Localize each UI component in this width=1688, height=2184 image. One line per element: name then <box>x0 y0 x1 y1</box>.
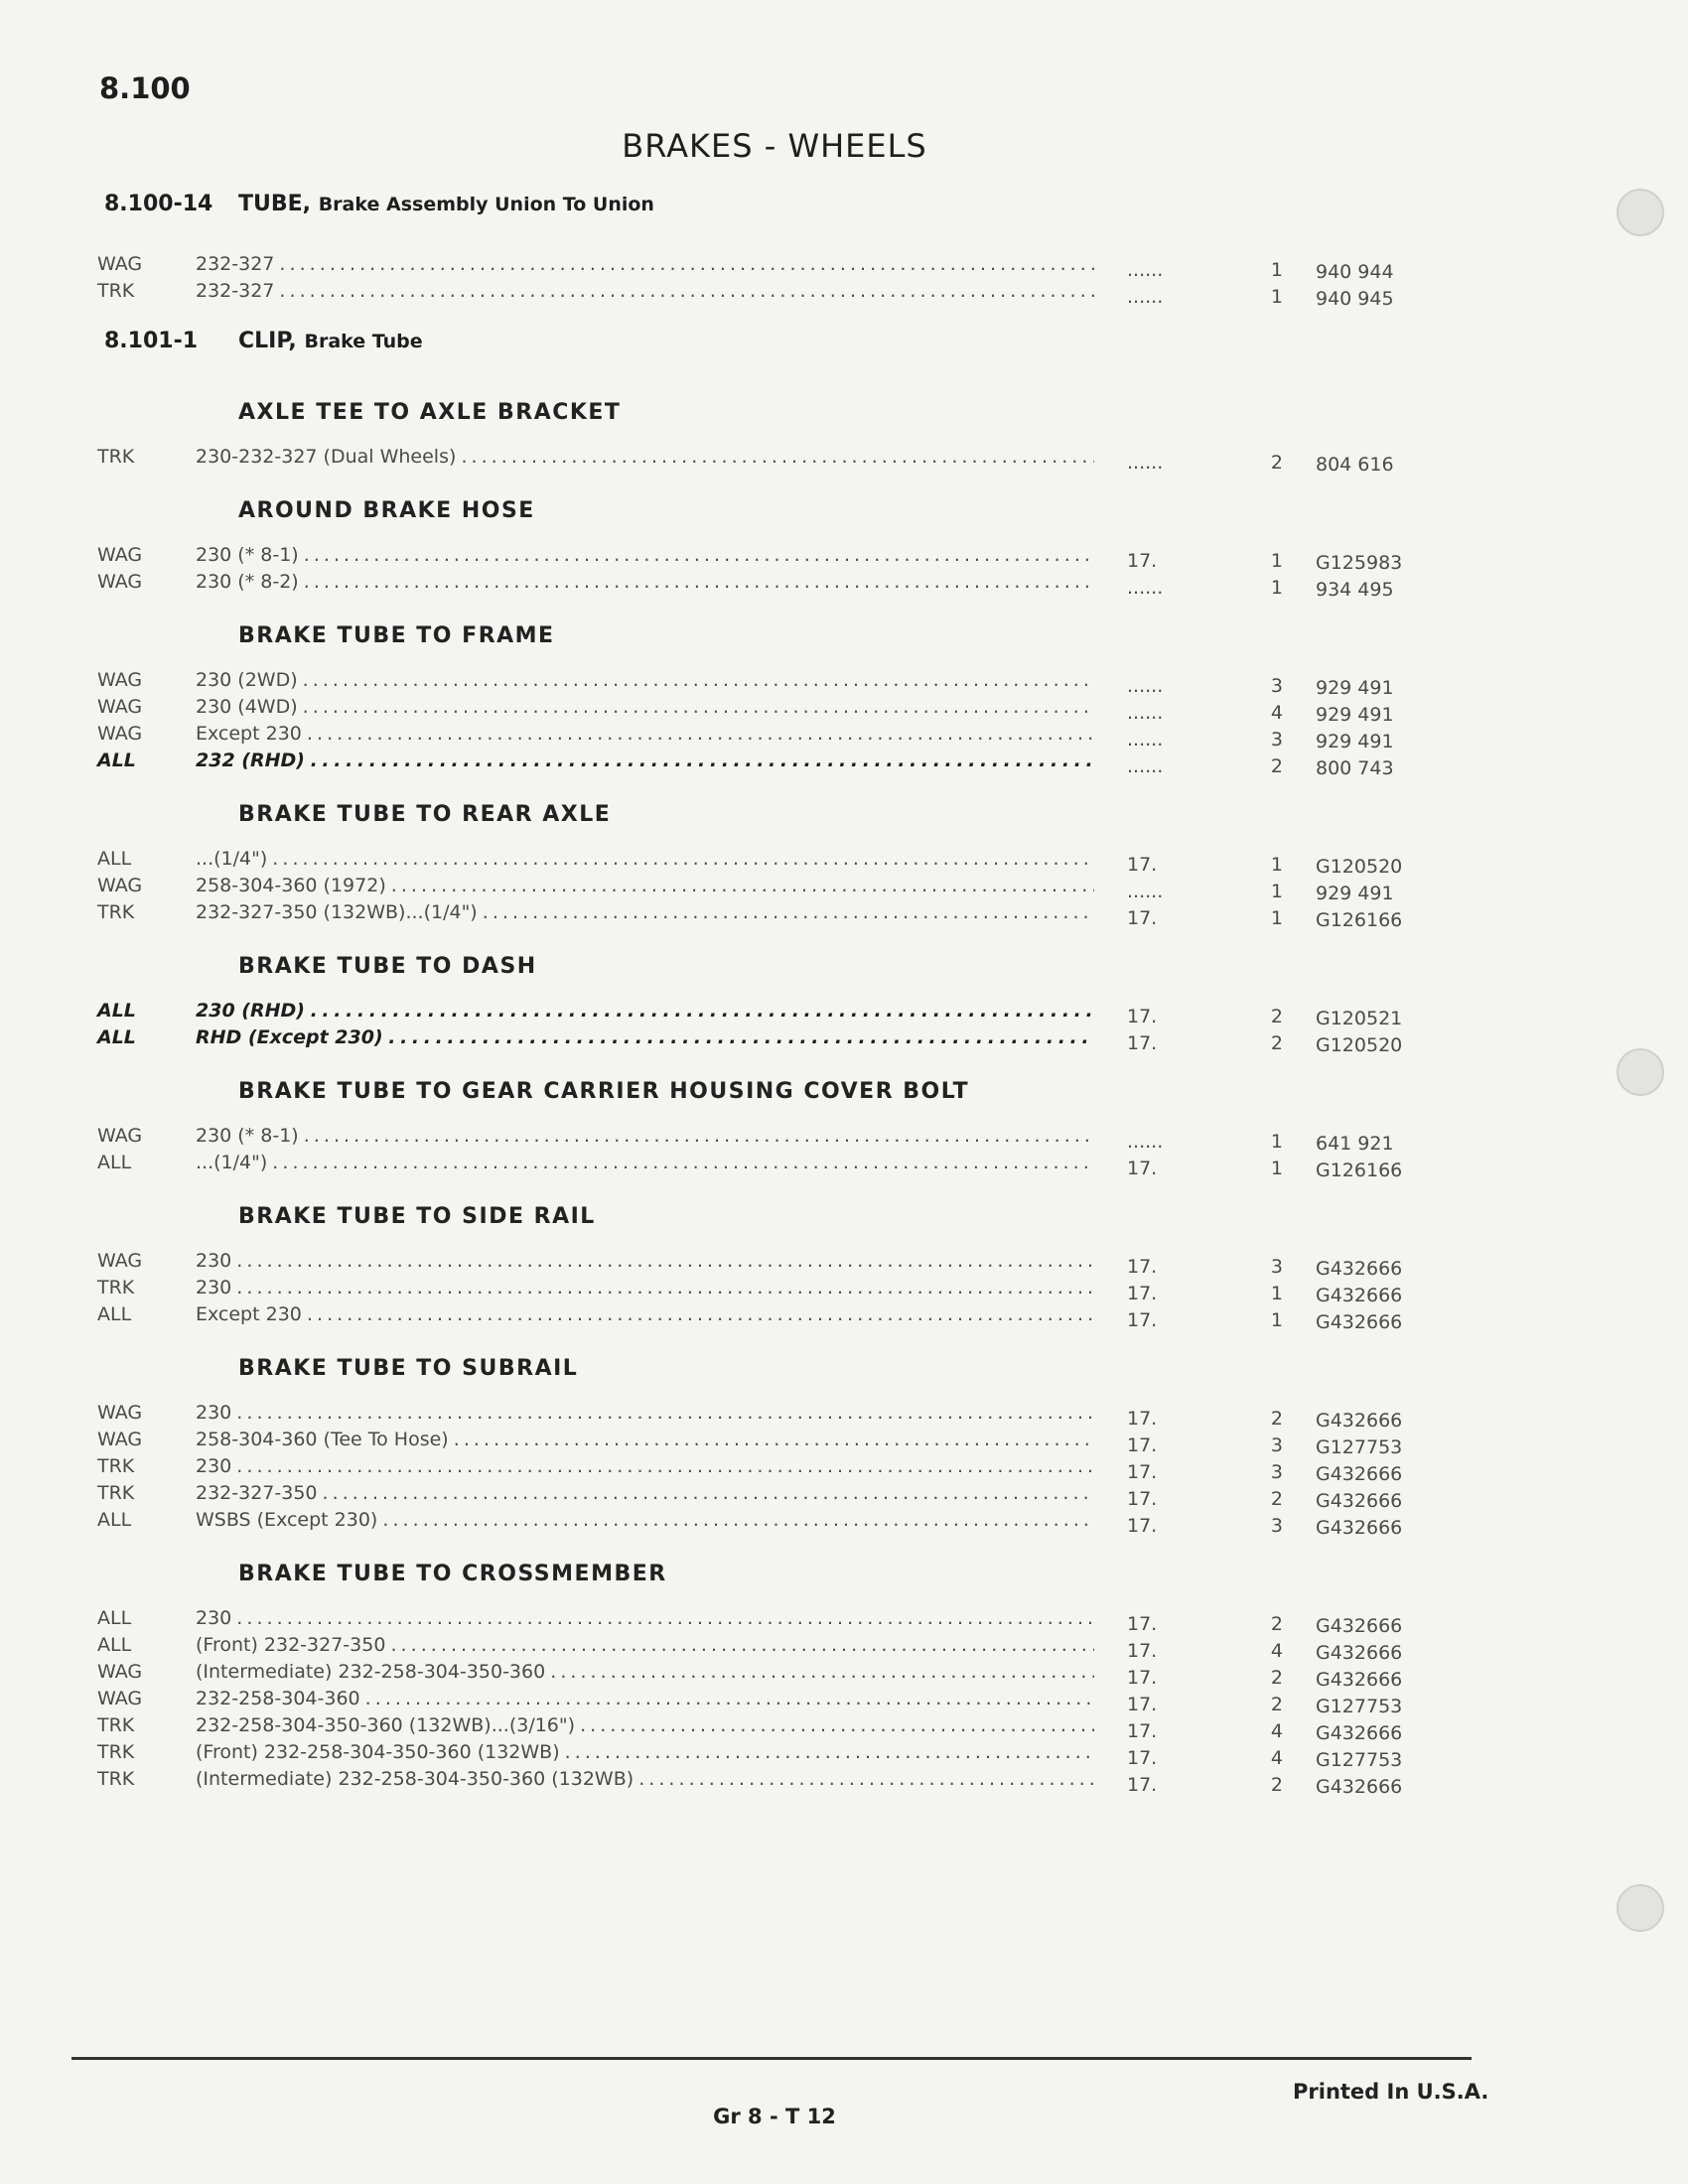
section-header <box>0 321 1549 388</box>
quantity: 1 <box>1270 286 1283 308</box>
part-number: G432666 <box>1316 1410 1403 1432</box>
catalog-ref: 17. <box>1127 1006 1158 1027</box>
part-row <box>0 1275 1549 1306</box>
part-row <box>0 542 1549 574</box>
description: ...(1/4") . . . <box>196 1152 1094 1173</box>
part-number: 940 944 <box>1316 261 1394 283</box>
applicability: WAG <box>97 669 143 691</box>
catalog-ref: ...... <box>1127 702 1164 724</box>
part-number: G125983 <box>1316 552 1403 574</box>
catalog-ref: ...... <box>1127 259 1164 281</box>
quantity: 2 <box>1270 1774 1283 1796</box>
group-heading <box>0 790 1549 846</box>
description: 230 (RHD) . . . <box>196 1000 1094 1022</box>
catalog-ref: 17. <box>1127 1613 1158 1635</box>
description: Except 230 . . . <box>196 1303 1094 1325</box>
description: 232-327 . . . <box>196 253 1094 275</box>
description: 230 (* 8-1) . . . <box>196 544 1094 566</box>
catalog-ref: 17. <box>1127 1256 1158 1278</box>
part-number: G127753 <box>1316 1436 1403 1458</box>
part-rows <box>0 846 1549 942</box>
group-heading <box>0 942 1549 998</box>
part-rows <box>0 667 1549 790</box>
part-number: G432666 <box>1316 1517 1403 1539</box>
applicability: WAG <box>97 696 143 718</box>
part-row <box>0 1605 1549 1637</box>
applicability: ALL <box>97 1607 132 1629</box>
part-number: 929 491 <box>1316 704 1394 726</box>
catalog-ref: ...... <box>1127 1131 1164 1153</box>
quantity: 3 <box>1270 1461 1283 1483</box>
catalog-ref: 17. <box>1127 1488 1158 1510</box>
quantity: 1 <box>1270 907 1283 929</box>
applicability: ALL <box>97 1026 136 1048</box>
quantity: 2 <box>1270 1408 1283 1430</box>
quantity: 2 <box>1270 755 1283 777</box>
section-title <box>238 329 423 353</box>
part-number: G126166 <box>1316 1160 1403 1181</box>
part-row <box>0 1766 1549 1798</box>
part-number: 641 921 <box>1316 1133 1394 1155</box>
part-row <box>0 1150 1549 1181</box>
catalog-ref: ...... <box>1127 729 1164 751</box>
section-title-main: CLIP, <box>238 329 297 353</box>
part-row <box>0 998 1549 1029</box>
part-number: G120521 <box>1316 1008 1403 1029</box>
part-number: G127753 <box>1316 1696 1403 1717</box>
description: 230 (2WD) . . . <box>196 669 1094 691</box>
section-title-main: TUBE, <box>238 192 312 216</box>
part-rows <box>0 542 1549 612</box>
part-number: G432666 <box>1316 1669 1403 1691</box>
part-rows <box>0 1400 1549 1550</box>
applicability: TRK <box>97 901 135 923</box>
catalog-ref: 17. <box>1127 1667 1158 1689</box>
group-heading-text: BRAKE TUBE TO GEAR CARRIER HOUSING COVER BOLT <box>238 1079 970 1104</box>
part-number: G432666 <box>1316 1615 1403 1637</box>
description: (Front) 232-258-304-350-360 (132WB) . . . <box>196 1741 1094 1763</box>
quantity: 1 <box>1270 854 1283 876</box>
applicability: TRK <box>97 446 135 468</box>
part-row <box>0 1507 1549 1539</box>
section-title <box>238 192 654 216</box>
catalog-ref: 17. <box>1127 1032 1158 1054</box>
part-number: 929 491 <box>1316 677 1394 699</box>
catalog-ref: ...... <box>1127 881 1164 902</box>
part-number: G432666 <box>1316 1463 1403 1485</box>
quantity: 4 <box>1270 702 1283 724</box>
quantity: 1 <box>1270 881 1283 902</box>
part-number: G432666 <box>1316 1490 1403 1512</box>
quantity: 2 <box>1270 1006 1283 1027</box>
quantity: 4 <box>1270 1640 1283 1662</box>
catalog-ref: ...... <box>1127 452 1164 474</box>
part-number: G120520 <box>1316 1034 1403 1056</box>
description: 232 (RHD) . . . <box>196 750 1094 771</box>
applicability: TRK <box>97 1277 135 1298</box>
part-row <box>0 748 1549 779</box>
applicability: TRK <box>97 1455 135 1477</box>
description: 232-327 . . . <box>196 280 1094 302</box>
catalog-ref: 17. <box>1127 1774 1158 1796</box>
catalog-ref: 17. <box>1127 1747 1158 1769</box>
description: RHD (Except 230) . . . <box>196 1026 1094 1048</box>
description: 230 . . . <box>196 1455 1094 1477</box>
group-heading-text: AROUND BRAKE HOSE <box>238 498 535 523</box>
quantity: 3 <box>1270 729 1283 751</box>
part-row <box>0 846 1549 878</box>
part-row <box>0 1659 1549 1691</box>
quantity: 3 <box>1270 1434 1283 1456</box>
quantity: 3 <box>1270 675 1283 697</box>
part-row <box>0 1400 1549 1432</box>
parts-list <box>0 184 1549 1809</box>
description: WSBS (Except 230) . . . <box>196 1509 1094 1531</box>
catalog-ref: 17. <box>1127 1515 1158 1537</box>
description: 230 (* 8-1) . . . <box>196 1125 1094 1147</box>
group-heading <box>0 1550 1549 1605</box>
part-number: G432666 <box>1316 1285 1403 1306</box>
part-row <box>0 569 1549 601</box>
group-heading <box>0 1344 1549 1400</box>
part-row <box>0 1024 1549 1056</box>
description: 230 . . . <box>196 1607 1094 1629</box>
description: 258-304-360 (Tee To Hose) . . . <box>196 1429 1094 1450</box>
catalog-ref: ...... <box>1127 577 1164 599</box>
applicability: TRK <box>97 280 135 302</box>
applicability: ALL <box>97 750 136 771</box>
quantity: 1 <box>1270 1158 1283 1179</box>
part-rows <box>0 1248 1549 1344</box>
section-number: 8.101-1 <box>104 329 199 353</box>
applicability: ALL <box>97 1000 136 1022</box>
applicability: WAG <box>97 723 143 745</box>
part-number: 929 491 <box>1316 731 1394 752</box>
applicability: WAG <box>97 1125 143 1147</box>
description: 232-258-304-350-360 (132WB)...(3/16") . . . <box>196 1714 1094 1736</box>
catalog-ref: ...... <box>1127 286 1164 308</box>
part-rows <box>0 251 1549 321</box>
part-row <box>0 278 1549 310</box>
applicability: WAG <box>97 875 143 896</box>
description: ...(1/4") . . . <box>196 848 1094 870</box>
group-heading-text: BRAKE TUBE TO SIDE RAIL <box>238 1204 596 1229</box>
part-row <box>0 444 1549 476</box>
part-row <box>0 1480 1549 1512</box>
part-number: G127753 <box>1316 1749 1403 1771</box>
group-heading <box>0 486 1549 542</box>
quantity: 4 <box>1270 1747 1283 1769</box>
part-row <box>0 899 1549 931</box>
quantity: 1 <box>1270 577 1283 599</box>
binder-hole <box>1617 189 1664 236</box>
catalog-ref: 17. <box>1127 854 1158 876</box>
applicability: TRK <box>97 1482 135 1504</box>
part-row <box>0 1739 1549 1771</box>
section-number: 8.100-14 <box>104 192 213 216</box>
page-number: 8.100 <box>99 71 191 105</box>
part-row <box>0 1712 1549 1744</box>
part-number: 940 945 <box>1316 288 1394 310</box>
quantity: 1 <box>1270 1283 1283 1304</box>
part-number: 929 491 <box>1316 883 1394 904</box>
catalog-ref: 17. <box>1127 1408 1158 1430</box>
quantity: 1 <box>1270 259 1283 281</box>
description: (Intermediate) 232-258-304-350-360 . . . <box>196 1661 1094 1683</box>
description: 230 (* 8-2) . . . <box>196 571 1094 593</box>
part-number: 934 495 <box>1316 579 1394 601</box>
part-number: 804 616 <box>1316 454 1394 476</box>
part-row <box>0 1301 1549 1333</box>
group-heading-text: BRAKE TUBE TO FRAME <box>238 623 555 648</box>
description: 232-327-350 (132WB)...(1/4") . . . <box>196 901 1094 923</box>
footer-printed: Printed In U.S.A. <box>1293 2080 1489 2104</box>
part-rows <box>0 998 1549 1067</box>
part-rows <box>0 1123 1549 1192</box>
part-number: G432666 <box>1316 1311 1403 1333</box>
section-subtitle: Brake Assembly Union To Union <box>318 194 654 215</box>
applicability: WAG <box>97 253 143 275</box>
applicability: TRK <box>97 1714 135 1736</box>
description: 230 . . . <box>196 1250 1094 1272</box>
applicability: WAG <box>97 1688 143 1709</box>
description: 230 (4WD) . . . <box>196 696 1094 718</box>
part-rows <box>0 1605 1549 1809</box>
quantity: 2 <box>1270 1488 1283 1510</box>
catalog-ref: ...... <box>1127 675 1164 697</box>
quantity: 2 <box>1270 1032 1283 1054</box>
catalog-ref: 17. <box>1127 1158 1158 1179</box>
applicability: ALL <box>97 1152 132 1173</box>
applicability: WAG <box>97 571 143 593</box>
group-heading-text: BRAKE TUBE TO SUBRAIL <box>238 1356 579 1381</box>
quantity: 1 <box>1270 550 1283 572</box>
quantity: 1 <box>1270 1131 1283 1153</box>
applicability: WAG <box>97 1661 143 1683</box>
part-row <box>0 1453 1549 1485</box>
description: Except 230 . . . <box>196 723 1094 745</box>
part-row <box>0 667 1549 699</box>
group-heading-text: AXLE TEE TO AXLE BRACKET <box>238 400 622 425</box>
applicability: WAG <box>97 1250 143 1272</box>
applicability: WAG <box>97 1429 143 1450</box>
part-row <box>0 1686 1549 1717</box>
catalog-ref: 17. <box>1127 1720 1158 1742</box>
part-number: G120520 <box>1316 856 1403 878</box>
part-number: G126166 <box>1316 909 1403 931</box>
part-number: G432666 <box>1316 1722 1403 1744</box>
quantity: 3 <box>1270 1256 1283 1278</box>
applicability: TRK <box>97 1741 135 1763</box>
catalog-ref: 17. <box>1127 1694 1158 1715</box>
quantity: 3 <box>1270 1515 1283 1537</box>
quantity: 2 <box>1270 1667 1283 1689</box>
description: 232-258-304-360 . . . <box>196 1688 1094 1709</box>
applicability: TRK <box>97 1768 135 1790</box>
part-row <box>0 251 1549 283</box>
part-row <box>0 1123 1549 1155</box>
catalog-ref: 17. <box>1127 550 1158 572</box>
catalog-ref: 17. <box>1127 1640 1158 1662</box>
part-number: 800 743 <box>1316 757 1394 779</box>
applicability: ALL <box>97 848 132 870</box>
catalog-ref: 17. <box>1127 1434 1158 1456</box>
catalog-ref: 17. <box>1127 1283 1158 1304</box>
part-row <box>0 721 1549 752</box>
quantity: 4 <box>1270 1720 1283 1742</box>
part-row <box>0 1427 1549 1458</box>
applicability: ALL <box>97 1634 132 1656</box>
quantity: 2 <box>1270 1613 1283 1635</box>
description: (Front) 232-327-350 . . . <box>196 1634 1094 1656</box>
group-heading <box>0 388 1549 444</box>
page-title: BRAKES - WHEELS <box>622 127 927 165</box>
quantity: 2 <box>1270 452 1283 474</box>
description: (Intermediate) 232-258-304-350-360 (132WB) . . . <box>196 1768 1094 1790</box>
part-rows <box>0 444 1549 486</box>
description: 230 . . . <box>196 1277 1094 1298</box>
section-header <box>0 184 1549 251</box>
part-number: G432666 <box>1316 1776 1403 1798</box>
quantity: 2 <box>1270 1694 1283 1715</box>
part-row <box>0 1632 1549 1664</box>
footer-divider <box>71 2057 1472 2060</box>
part-number: G432666 <box>1316 1258 1403 1280</box>
applicability: WAG <box>97 1402 143 1424</box>
catalog-ref: 17. <box>1127 907 1158 929</box>
group-heading-text: BRAKE TUBE TO REAR AXLE <box>238 802 612 827</box>
catalog-ref: 17. <box>1127 1461 1158 1483</box>
part-row <box>0 694 1549 726</box>
part-number: G432666 <box>1316 1642 1403 1664</box>
part-row <box>0 873 1549 904</box>
group-heading <box>0 1192 1549 1248</box>
applicability: ALL <box>97 1303 132 1325</box>
description: 230-232-327 (Dual Wheels) . . . <box>196 446 1094 468</box>
catalog-ref: 17. <box>1127 1309 1158 1331</box>
applicability: WAG <box>97 544 143 566</box>
binder-hole <box>1617 1048 1664 1096</box>
description: 232-327-350 . . . <box>196 1482 1094 1504</box>
applicability: ALL <box>97 1509 132 1531</box>
group-heading-text: BRAKE TUBE TO CROSSMEMBER <box>238 1562 667 1586</box>
section-subtitle: Brake Tube <box>304 331 423 352</box>
footer-page-ref: Gr 8 - T 12 <box>713 2105 836 2128</box>
group-heading <box>0 1067 1549 1123</box>
catalog-ref: ...... <box>1127 755 1164 777</box>
part-row <box>0 1248 1549 1280</box>
binder-hole <box>1617 1884 1664 1932</box>
description: 230 . . . <box>196 1402 1094 1424</box>
description: 258-304-360 (1972) . . . <box>196 875 1094 896</box>
group-heading <box>0 612 1549 667</box>
group-heading-text: BRAKE TUBE TO DASH <box>238 954 537 979</box>
quantity: 1 <box>1270 1309 1283 1331</box>
